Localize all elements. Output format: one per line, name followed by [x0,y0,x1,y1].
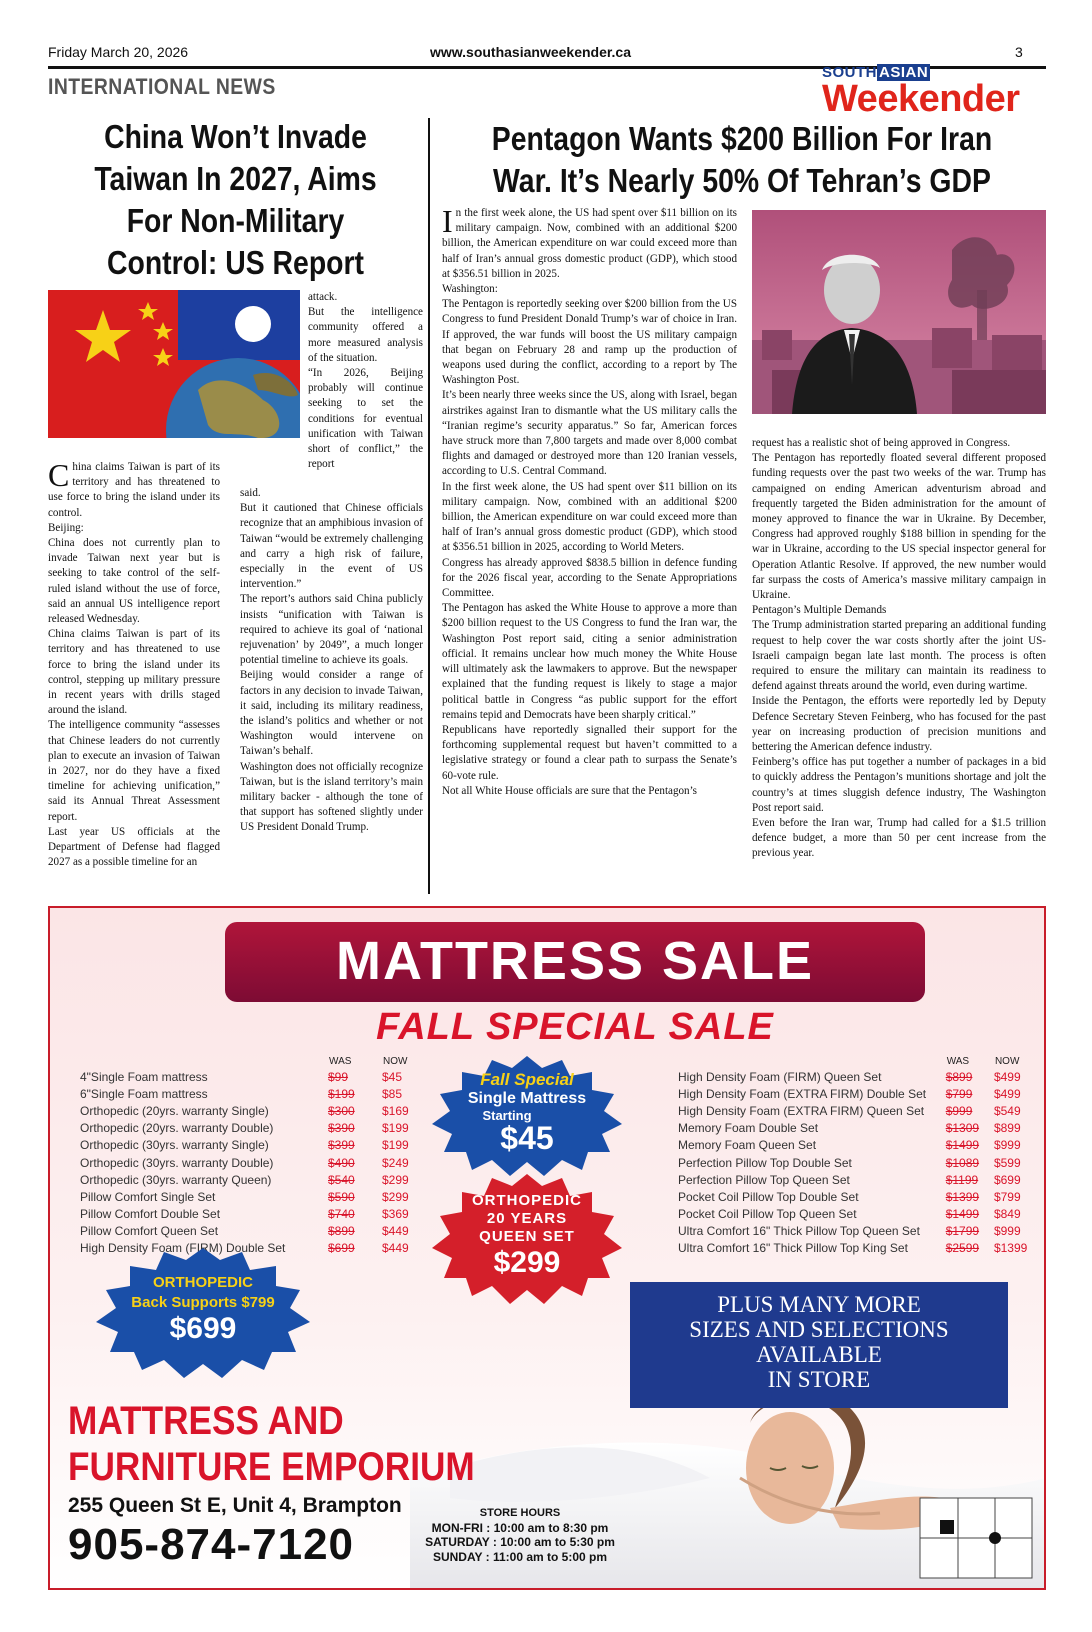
store-name-line2: FURNITURE EMPORIUM [68,1445,475,1489]
paragraph: Republicans have reportedly signalled their support for the forthcoming supplemental request but haven’t committed to a legislative strategy or found a clear path to surpass the Senate’s 60-vote rule. [442,723,737,782]
right-col-b [752,436,1046,862]
left-headline: China Won’t Invade Taiwan In 2027, Aims For Non-Military Control: US Report [94,118,377,281]
left-col-a [48,457,220,870]
item-name: High Density Foam (FIRM) Queen Set [678,1069,882,1084]
was-price: $1799 [945,1224,980,1239]
burst-line1: ORTHOPEDIC [152,1274,253,1291]
paragraph: The Trump administration started preparing an additional funding request to help cover the war costs shortly after the joint US-Israeli campaign began late last month. The process is often required to ensure the military can maintain its readiness to defend against threats around the world, even during wartime. [752,619,1046,693]
was-price: $390 [328,1121,355,1136]
now-price: $849 [993,1207,1021,1222]
burst-price: $699 [169,1312,237,1345]
now-price: $199 [382,1121,409,1136]
was-price: $1499 [945,1138,980,1153]
was-price: $199 [328,1086,355,1101]
burst-line3: Starting [482,1108,532,1123]
was-price: $1309 [945,1121,980,1136]
dateline: Washington: [442,283,498,296]
item-name: Perfection Pillow Top Queen Set [678,1172,850,1187]
now-price: $499 [993,1086,1021,1101]
price-row [80,1068,434,1085]
item-name: Pocket Coil Pillow Top Queen Set [678,1207,857,1222]
hours-line: SUNDAY : 11:00 am to 5:00 pm [432,1549,608,1564]
item-name: Orthopedic (30yrs. warranty Double) [80,1155,274,1170]
was-price: $899 [328,1224,355,1239]
paragraph: Congress has already approved $838.5 billion in defence funding for the 2026 fiscal year, according to the Senate Appropriations Committee. [442,556,737,600]
left-col-b [240,486,423,836]
was-price: $540 [328,1172,355,1187]
now-price: $799 [993,1189,1021,1204]
store-hours [420,1506,620,1564]
was-header: WAS [329,1055,352,1067]
paragraph: Beijing would consider a range of factors in any decision to invade Taiwan, it said, including its military readiness, the island’s politics and whether or not Washington would intervene on Taiwan’s behalf. [240,669,423,758]
item-name: Orthopedic (30yrs. warranty Queen) [80,1172,272,1187]
price-row [678,1188,1044,1205]
paragraph: The Pentagon has reportedly floated several different proposed funding requests over the past two weeks of the war. Trump has campaigned on ending American adventurism abroad and frequently targeted the Biden administration for the amount of money approved to finance the war in Ukraine. By December, Congress had approved roughly $188 billion in spending for the war in Ukraine, according to the US special inspector general for Operation Atlantic Resolve. If approved, the new number would far surpass the costs of America’s massive military campaign in Ukraine. [752,452,1046,602]
price-row [678,1120,1044,1137]
site-url[interactable]: www.southasianweekender.ca [430,44,632,60]
ad-title: MATTRESS SALE [335,931,814,991]
now-price: $249 [382,1155,409,1170]
was-price: $1089 [945,1155,980,1170]
now-price: $999 [993,1224,1021,1239]
price-row [80,1223,434,1240]
more-line: PLUS MANY MORE [717,1292,921,1317]
was-price: $2599 [945,1241,980,1256]
page-number: 3 [1015,44,1023,60]
price-row [678,1240,1044,1257]
store-name-line1: MATTRESS AND [68,1399,344,1443]
item-name: Memory Foam Queen Set [678,1138,817,1153]
was-price: $99 [328,1069,349,1084]
burst-line2: Single Mattress [467,1090,587,1107]
more-line: AVAILABLE [756,1342,882,1367]
dropcap: C [48,457,70,493]
brand-top-plain: SOUTH [822,64,877,81]
now-price: $299 [382,1172,409,1187]
was-price: $899 [945,1069,973,1084]
was-price: $999 [945,1103,973,1118]
fall-special-burst [432,1056,622,1176]
store-name [68,1398,475,1490]
now-price: $499 [993,1069,1021,1084]
paragraph: Last year US officials at the Department of Defense had flagged 2027 as a possible timeline for an [48,825,220,869]
price-row [80,1171,434,1188]
brand-logo: Weekender [822,78,1020,120]
price-row [678,1223,1044,1240]
right-col-a [442,203,737,799]
paragraph: n the first week alone, the US had spent over $11 billion on its military campaign. Now, combined with an additional $200 billion, the American expenditure on war could exceed more than half of Iran’s annual gross domestic product (GDP), which stood at $356.51 billion in 2025. [442,207,737,280]
mattress-ad[interactable] [48,906,1046,1590]
paragraph: The intelligence community “assesses that Chinese leaders do not currently plan to execute an invasion of Taiwan in 2027, nor do they have a fixed timeline for achieving unification,” said its Annual Threat Assessment report. [48,719,220,823]
more-line: SIZES AND SELECTIONS [689,1317,949,1342]
was-price: $1199 [945,1172,979,1187]
paragraph: It’s been nearly three weeks since the US, along with Israel, began airstrikes against Iran to dismantle what the US military calls the “Iranian regime’s security apparatus.” So far, American forces have struck more than 7,800 targets and made over 8,000 combat flights and damaged or destroyed more than 120 Iranian vessels, according to U.S. Central Command. [442,389,737,478]
now-price: $599 [993,1155,1021,1170]
now-header: NOW [383,1055,408,1067]
paragraph: But the intelligence community offered a more measured analysis of the situation. [308,306,423,364]
item-name: Pillow Comfort Single Set [80,1189,216,1204]
was-price: $699 [328,1241,355,1256]
item-name: Ultra Comfort 16" Thick Pillow Top King Set [678,1241,908,1256]
paragraph: hina claims Taiwan is part of its territory and has threatened to use force to bring the island under its control. [48,461,220,519]
more-line: IN STORE [767,1367,871,1392]
now-price: $169 [382,1103,409,1118]
item-name: Pillow Comfort Double Set [80,1207,221,1222]
burst-line3: QUEEN SET [479,1228,575,1245]
paragraph: “In 2026, Beijing probably will continue seeking to set the conditions for eventual unification with Taiwan short of conflict,” the report [308,367,423,471]
more-selections-text [630,1292,1008,1392]
price-row [80,1206,434,1223]
item-name: High Density Foam (EXTRA FIRM) Double Set [678,1086,927,1101]
item-name: Orthopedic (20yrs. warranty Double) [80,1121,274,1136]
store-phone[interactable]: 905-874-7120 [68,1520,355,1569]
burst-price: $299 [493,1246,561,1279]
price-row [678,1102,1044,1119]
price-table-left [80,1054,434,1257]
paragraph: Washington does not officially recognize Taiwan, but is the island territory’s main military backer - although the tone of that support has softened slightly under US President Donald Trump. [240,760,423,834]
now-price: $369 [382,1207,409,1222]
left-col-b-top [308,290,423,472]
now-price: $199 [382,1138,409,1153]
dropcap: I [442,203,453,239]
was-price: $399 [328,1138,355,1153]
now-price: $85 [382,1086,403,1101]
paragraph: attack. [308,291,338,303]
china-taiwan-photo [48,290,300,438]
burst-line2: 20 YEARS [486,1210,568,1227]
was-price: $300 [328,1103,355,1118]
paragraph: Feinberg’s office has put together a number of packages in a bid to quickly address the Pentagon’s munitions shortage and jolt the country’s at times sluggish defence industry, The Washington Post report said. [752,756,1046,814]
section-title: INTERNATIONAL NEWS [48,74,276,99]
now-price: $999 [993,1138,1021,1153]
was-price: $1499 [945,1207,980,1222]
price-row [80,1154,434,1171]
burst-line1: Fall Special [480,1070,574,1089]
was-price: $1399 [945,1189,980,1204]
price-row [80,1085,434,1102]
was-price: $490 [328,1155,355,1170]
burst-price: $45 [500,1120,554,1156]
item-name: Orthopedic (20yrs. warranty Single) [80,1103,269,1118]
price-row [678,1068,1044,1085]
item-name: Perfection Pillow Top Double Set [678,1155,852,1170]
burst-line2: Back Supports $799 [131,1294,275,1311]
ad-subtitle: FALL SPECIAL SALE [376,1006,774,1048]
price-table-right [678,1054,1044,1257]
brand-top-box: ASIAN [879,64,929,81]
paragraph: Even before the Iran war, Trump had called for a $1.5 trillion defence budget, a more than 50 per cent increase from the previous year. [752,817,1046,860]
paragraph: In the first week alone, the US had spent over $11 billion on its military campaign. Now, combined with an additional $200 billion, the American expenditure on war could exceed more than half of Iran’s annual gross domestic product (GDP), which stood at $356.51 billion in 2025, according to World Meters. [442,480,737,554]
price-row [80,1120,434,1137]
back-support-burst [96,1248,310,1378]
store-address: 255 Queen St E, Unit 4, Brampton [68,1494,402,1517]
paragraph: Not all White House officials are sure that the Pentagon’s [442,784,697,797]
price-row [678,1171,1044,1188]
now-price: $899 [993,1121,1021,1136]
was-price: $799 [945,1086,973,1101]
now-header: NOW [994,1055,1020,1067]
now-price: $1399 [993,1241,1028,1256]
item-name: Orthopedic (30yrs. warranty Single) [80,1138,269,1153]
price-row [80,1102,434,1119]
item-name: High Density Foam (EXTRA FIRM) Queen Set [678,1103,925,1118]
now-price: $449 [382,1224,409,1239]
paragraph: Inside the Pentagon, the efforts were reportedly led by Deputy Defence Secretary Steven Feinberg, who has focused for the past year on increasing production of precision munitions and bettering the American defence industry. [752,695,1046,754]
price-row [80,1188,434,1205]
paragraph: China does not currently plan to invade Taiwan next year but is seeking to take control of the self-ruled island without the use of force, said an annual US intelligence report released Wednesday. [48,537,220,626]
item-name: High Density Foam (FIRM) Double Set [80,1241,286,1256]
paragraph: The Pentagon is reportedly seeking over $200 billion from the US Congress to fund President Donald Trump’s war of choice in Iran. If approved, the war funds will boost the US military campaign that began on February 28 and ramp up the production of weapons used during the conflict, according to a report by The Washington Post. [442,298,737,387]
now-price: $449 [382,1241,409,1256]
was-price: $590 [328,1189,355,1204]
dateline: Beijing: [48,521,84,534]
item-name: 6"Single Foam mattress [80,1086,208,1101]
column-divider [428,118,430,894]
price-row [678,1154,1044,1171]
paragraph: request has a realistic shot of being approved in Congress. [752,437,1011,449]
paragraph: said. [240,487,261,499]
paragraph: China claims Taiwan is part of its territory and has threatened to use force to bring the island under its control, stepping up military pressure in recent years with drills staged around the island. [48,628,220,717]
item-name: 4"Single Foam mattress [80,1069,208,1084]
now-price: $699 [993,1172,1021,1187]
paragraph: The Pentagon has asked the White House to approve a more than $200 billion request to the US Congress to fund the Iran war, the Washington Post report said, citing a senior administration official. It remains unclear how much money the White House will ultimately ask the lawmakers to approve. But the newspaper explained that the funding request is likely to stage a major political battle in Congress “as public support for the effort remains tepid and Democrats have been sharply critical.” [442,602,737,721]
item-name: Ultra Comfort 16" Thick Pillow Top Queen Set [678,1224,920,1239]
item-name: Memory Foam Double Set [678,1121,819,1136]
price-row [678,1137,1044,1154]
burst-line1: ORTHOPEDIC [471,1192,582,1209]
now-price: $45 [382,1069,403,1084]
orthopedic-queen-burst [432,1174,622,1304]
hours-line: SATURDAY : 10:00 am to 5:30 pm [425,1535,615,1549]
right-headline: Pentagon Wants $200 Billion For Iran War. It’s Nearly 50% Of Tehran’s GDP [491,120,993,199]
paragraph: But it cautioned that Chinese officials recognize that an amphibious invasion of Taiwan “would be extremely challenging and carry a high risk of failure, especially in the event of US intervention.” [240,502,423,591]
subhead: Pentagon’s Multiple Demands [752,604,887,617]
price-row [80,1137,434,1154]
trump-photo [752,210,1046,414]
hours-line: MON-FRI : 10:00 am to 8:30 pm [431,1520,609,1535]
was-header: WAS [946,1055,970,1067]
item-name: Pillow Comfort Queen Set [80,1224,219,1239]
hours-title: STORE HOURS [479,1507,561,1519]
price-row [678,1085,1044,1102]
now-price: $549 [993,1103,1021,1118]
was-price: $740 [328,1207,355,1222]
issue-date: Friday March 20, 2026 [48,44,189,60]
now-price: $299 [382,1189,409,1204]
price-row [678,1206,1044,1223]
paragraph: The report’s authors said China publicly insists “unification with Taiwan is required to achieve its goal of ‘national rejuvenation’ by 2049”, a much longer potential timeline to achieve its goals. [240,593,423,667]
item-name: Pocket Coil Pillow Top Double Set [678,1189,859,1204]
